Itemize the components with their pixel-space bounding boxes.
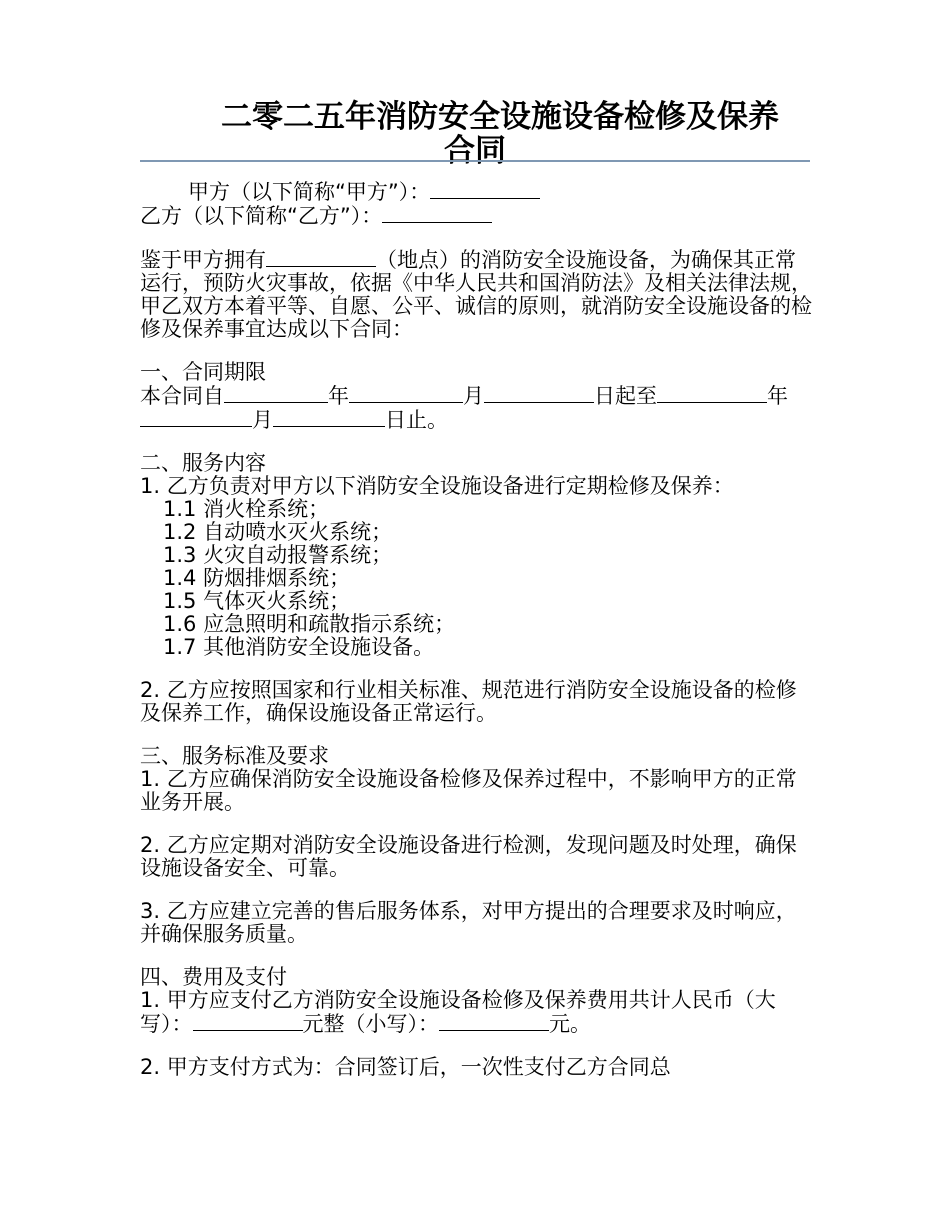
document-title [140, 100, 810, 168]
section-1-text: 本合同自 年 月 日起至 年月 日止。 [140, 384, 788, 432]
section-2-sub-1: 1.1 消火栓系统； [163, 497, 330, 521]
section-2-item-1: 1. 乙方负责对甲方以下消防安全设施设备进行定期检修及保养： [140, 474, 734, 498]
party-a-line [140, 180, 812, 204]
document-body [140, 180, 812, 1079]
section-3-item-3: 3. 乙方应建立完善的售后服务体系，对甲方提出的合理要求及时响应，并确保服务质量。 [140, 899, 797, 946]
title-line-2: 合同 [444, 133, 506, 169]
party-b-line [140, 204, 812, 228]
title-line-1: 二零二五年消防安全设施设备检修及保养 [221, 99, 779, 135]
section-3-item-2: 2. 乙方应定期对消防安全设施设备进行检测，发现问题及时处理，确保设施设备安全、可靠。 [140, 833, 797, 880]
section-2-sub-2: 1.2 自动喷水灭火系统； [163, 520, 393, 544]
location-blank [266, 248, 376, 267]
party-a-label: 甲方（以下简称“甲方”）： [188, 180, 431, 204]
section-2-sub-4: 1.4 防烟排烟系统； [163, 566, 351, 590]
section-2-item-2: 2. 乙方应按照国家和行业相关标准、规范进行消防安全设施设备的检修及保养工作，确保设施设备正常运行。 [140, 678, 797, 725]
section-2-heading: 二、服务内容 [140, 451, 266, 475]
section-2-sub-7: 1.7 其他消防安全设施设备。 [163, 635, 435, 659]
section-4-item-1: 1. 甲方应支付乙方消防安全设施设备检修及保养费用共计人民币（大写）： 元整（小写）： 元。 [140, 988, 776, 1036]
party-b-label: 乙方（以下简称“乙方”）： [140, 204, 383, 228]
section-3-heading: 三、服务标准及要求 [140, 744, 329, 768]
section-2-sub-3: 1.3 火灾自动报警系统； [163, 543, 393, 567]
section-2-sub-6: 1.6 应急照明和疏散指示系统； [163, 612, 456, 636]
title-divider [140, 160, 810, 162]
preamble: 鉴于甲方拥有 （地点）的消防安全设施设备，为确保其正常运行，预防火灾事故，依据《中华人民共和国消防法》及相关法律法规，甲乙双方本着平等、自愿、公平、诚信的原则，就消防安全设施设备的检修及保养事宜达成以下合同： [140, 248, 812, 341]
section-4-heading: 四、费用及支付 [140, 965, 287, 989]
party-b-blank [382, 204, 492, 223]
section-2-sub-5: 1.5 气体灭火系统； [163, 589, 351, 613]
section-3-item-1: 1. 乙方应确保消防安全设施设备检修及保养过程中，不影响甲方的正常业务开展。 [140, 767, 797, 814]
section-1-heading: 一、合同期限 [140, 360, 266, 384]
party-a-blank [430, 180, 540, 199]
section-4-item-2: 2. 甲方支付方式为：合同签订后，一次性支付乙方合同总 [140, 1055, 671, 1079]
